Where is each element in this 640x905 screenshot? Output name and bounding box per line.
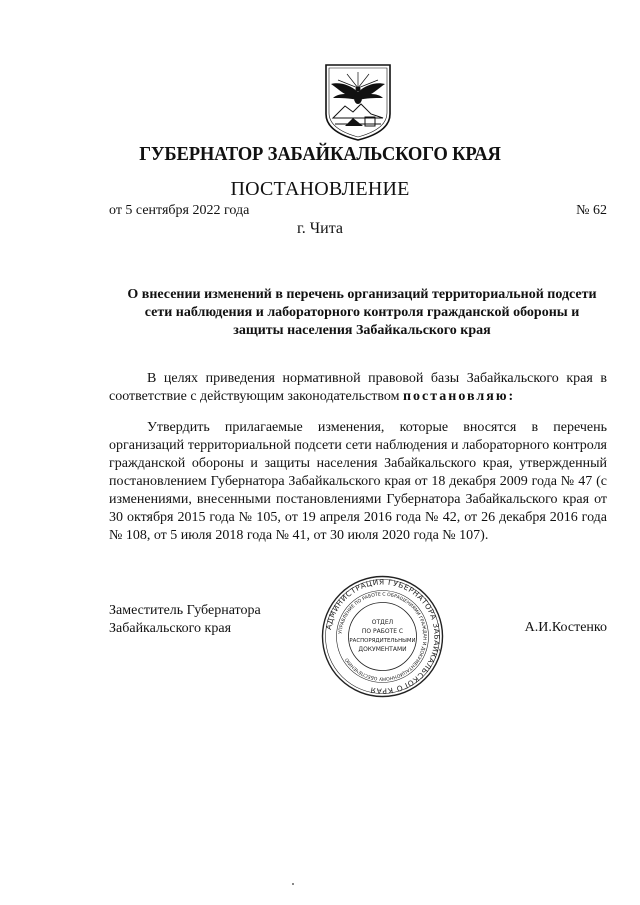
stamp-center-line3: РАСПОРЯДИТЕЛЬНЫМИ <box>349 638 416 644</box>
official-stamp <box>320 574 445 699</box>
document-number: № 62 <box>576 203 607 218</box>
stamp-center-line2: ПО РАБОТЕ С <box>361 628 404 635</box>
signatory-title <box>109 602 261 638</box>
stamp-middle-text: УПРАВЛЕНИЕ ПО РАБОТЕ С ОБРАЩЕНИЯМИ ГРАЖДАН И ДОКУМЕНТАЦИОННОМУ ОБЕСПЕЧЕНИЮ <box>338 592 427 681</box>
resolution-keyword: постановляю: <box>402 389 516 404</box>
document-subject: О внесении изменений в перечень организаций территориальной подсети сети наблюдения и лабораторного контроля гражданской обороны и защиты населения Забайкальского края <box>127 287 597 338</box>
preamble-text: В целях приведения нормативной правовой базы Забайкальского края в соответствие с действующим законодательством <box>109 371 607 404</box>
stamp-center-line4: ДОКУМЕНТАМИ <box>358 646 407 653</box>
page-speck <box>292 883 294 885</box>
stamp-outer-text: АДМИНИСТРАЦИЯ ГУБЕРНАТОРА ЗАБАЙКАЛЬСКОГО КРАЯ <box>323 577 442 696</box>
authority-title: ГУБЕРНАТОР ЗАБАЙКАЛЬСКОГО КРАЯ <box>139 143 501 165</box>
stamp-center-line1: ОТДЕЛ <box>371 619 394 626</box>
signatory-title-line1: Заместитель Губернатора <box>109 603 261 618</box>
document-date: от 5 сентября 2022 года <box>109 203 250 218</box>
document-city: г. Чита <box>296 220 343 237</box>
signatory-name: А.И.Костенко <box>524 620 607 635</box>
main-paragraph: Утвердить прилагаемые изменения, которые вносятся в перечень организаций территориальной подсети сети наблюдения и лабораторного контроля гражданской обороны и защиты населения Забайкальского края, утвержденный постановлением Губернатора Забайкальского края от 18 декабря 2009 года № 47 (с изменениями, внесенными постановлениями Губернатора Забайкальского края от 30 октября 2015 года № 105, от 19 апреля 2016 года № 42, от 26 декабря 2016 года № 108, от 5 июля 2018 года № 41, от 30 июля 2020 года № 107). <box>109 420 607 543</box>
preamble-paragraph <box>109 370 607 406</box>
document-type: ПОСТАНОВЛЕНИЕ <box>230 178 410 200</box>
coat-of-arms-icon <box>323 62 393 142</box>
signatory-title-line2: Забайкальского края <box>109 621 232 636</box>
